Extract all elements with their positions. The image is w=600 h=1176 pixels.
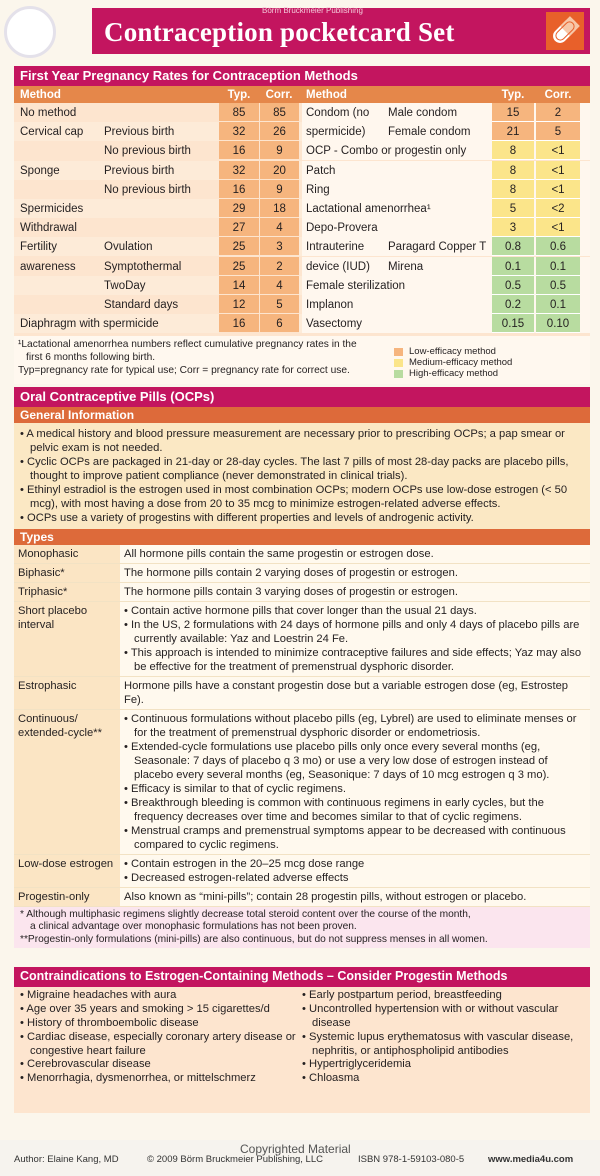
- ocp-section: [14, 387, 590, 948]
- typ-value: 0.5: [492, 276, 534, 295]
- corr-value: <2: [536, 199, 580, 218]
- footer-isbn: ISBN 978-1-59103-080-5: [358, 1154, 465, 1165]
- contraindications-body: [14, 987, 590, 1113]
- type-name: Triphasic*: [14, 583, 120, 601]
- type-name: Monophasic: [14, 545, 120, 563]
- contraindications-right-list: [302, 989, 584, 1111]
- method-name: Sponge: [20, 164, 60, 177]
- efficacy-legend: [394, 346, 512, 379]
- legend-label: Low-efficacy method: [409, 345, 496, 357]
- col-method-left: Method: [20, 89, 61, 101]
- legend-item: [394, 368, 512, 379]
- type-row: [14, 677, 590, 710]
- rate-row-right: [302, 314, 590, 333]
- type-row: [14, 583, 590, 602]
- rates-footnote-2: first 6 months following birth.: [26, 351, 156, 363]
- contraindications-title: Contraindications to Estrogen-Containing Methods – Consider Progestin Methods: [14, 967, 590, 987]
- contraindication-item: • Systemic lupus erythematosus with vascular disease, nephritis, or antiphospholipid antibodies: [302, 1031, 584, 1059]
- method-subtype: Male condom: [388, 107, 458, 119]
- rate-row-right: [302, 257, 590, 276]
- method-subtype: No previous birth: [104, 145, 191, 158]
- corr-value: 26: [259, 122, 299, 141]
- types-note-2: a clinical advantage over monophasic formulations has not been proven.: [30, 921, 357, 933]
- typ-value: 25: [219, 257, 259, 276]
- method-name: spermicide): [306, 126, 366, 139]
- types-notes: [14, 907, 590, 948]
- type-bullet: • Contain active hormone pills that cover longer than the usual 21 days.: [124, 604, 586, 618]
- method-name: Implanon: [306, 299, 354, 311]
- method-subtype: Previous birth: [104, 164, 175, 177]
- type-row: [14, 888, 590, 907]
- legend-swatch: [394, 359, 403, 367]
- col-typ-right: Typ.: [501, 89, 525, 101]
- type-description: [120, 602, 590, 676]
- type-bullet: • Breakthrough bleeding is common with continuous regimens in early cycles, but the frequency decreases over time and becomes similar to that of cyclic regimens.: [124, 796, 586, 824]
- typ-value: 85: [219, 103, 259, 122]
- general-info-title: General Information: [14, 407, 590, 423]
- method-subtype: Symptothermal: [104, 260, 182, 273]
- corr-value: 4: [259, 276, 299, 295]
- contraindication-item: • Menorrhagia, dysmenorrhea, or mittelschmerz: [20, 1072, 302, 1086]
- rate-row-right: [302, 295, 590, 314]
- type-row: [14, 855, 590, 888]
- contraindication-item: • Cerebrovascular disease: [20, 1058, 302, 1072]
- rate-row-right: [302, 161, 590, 180]
- typ-value: 32: [219, 161, 259, 180]
- type-name: Low-dose estrogen: [14, 855, 120, 887]
- corr-value: <1: [536, 161, 580, 180]
- footer-watermark: Copyrighted Material: [240, 1142, 351, 1156]
- type-row: [14, 602, 590, 677]
- type-bullets: [124, 712, 586, 852]
- typ-value: 29: [219, 199, 259, 218]
- type-description: [120, 545, 590, 563]
- legend-item: [394, 357, 512, 368]
- method-subtype: Previous birth: [104, 126, 175, 139]
- corr-value: 18: [259, 199, 299, 218]
- method-name: Patch: [306, 164, 336, 177]
- type-name: Estrophasic: [14, 677, 120, 709]
- method-name: Withdrawal: [20, 222, 77, 235]
- general-info-item: • Cyclic OCPs are packaged in 21-day or 28-day cycles. The last 7 pills of most 28-day packs are placebo pills, thought to improve patient compliance (never demonstrated in clinical trials).: [20, 455, 584, 483]
- corr-value: 85: [259, 103, 299, 122]
- rate-row-right: [302, 122, 590, 141]
- corr-value: 5: [259, 295, 299, 314]
- col-corr-right: Corr.: [544, 89, 572, 101]
- method-name: Diaphragm with spermicide: [20, 318, 159, 331]
- col-typ-left: Typ.: [227, 89, 251, 101]
- typ-value: 14: [219, 276, 259, 295]
- typ-value: 3: [492, 218, 534, 237]
- method-subtype: Paragard Copper T: [388, 241, 487, 254]
- types-note-3: **Progestin-only formulations (mini-pills) are also continuous, but do not suppress menses in all women.: [20, 933, 488, 945]
- footer-site: www.media4u.com: [488, 1154, 574, 1165]
- rate-row-right: [302, 199, 590, 218]
- method-name: Depo-Provera: [306, 222, 378, 235]
- corr-value: 20: [259, 161, 299, 180]
- contraindication-item: • Hypertriglyceridemia: [302, 1058, 584, 1072]
- type-text: The hormone pills contain 3 varying doses of progestin or estrogen.: [124, 586, 458, 598]
- footer: [0, 1140, 600, 1176]
- legend-label: Medium-efficacy method: [409, 356, 513, 368]
- rate-row-right: [302, 218, 590, 237]
- type-row: [14, 545, 590, 564]
- ocp-section-title: Oral Contraceptive Pills (OCPs): [14, 387, 590, 407]
- typ-value: 0.1: [492, 257, 534, 276]
- corr-value: <1: [536, 141, 580, 160]
- general-info-item: • OCPs use a variety of progestins with different properties and levels of androgenic activity.: [20, 511, 584, 525]
- corr-value: 9: [259, 180, 299, 199]
- type-description: [120, 888, 590, 906]
- typ-value: 0.8: [492, 237, 534, 256]
- typ-value: 0.2: [492, 295, 534, 314]
- corr-value: <1: [536, 218, 580, 237]
- type-text: Hormone pills have a constant progestin dose but a variable estrogen dose (eg, Estrostep Fe).: [124, 680, 569, 706]
- contraindications-left-list: [20, 989, 302, 1111]
- contraindication-item: • Age over 35 years and smoking > 15 cigarettes/d: [20, 1003, 302, 1017]
- rates-section-title: First Year Pregnancy Rates for Contraception Methods: [14, 66, 590, 86]
- type-name: Short placebo interval: [14, 602, 120, 676]
- corr-value: 6: [259, 314, 299, 333]
- method-name: awareness: [20, 260, 76, 273]
- faint-header: Börm Bruckmeier Publishing: [262, 6, 363, 15]
- type-description: [120, 710, 590, 854]
- typ-value: 16: [219, 180, 259, 199]
- typ-value: 0.15: [492, 314, 534, 333]
- type-description: [120, 564, 590, 582]
- corr-value: 2: [536, 103, 580, 122]
- rates-table-header: [14, 86, 590, 103]
- contraindication-item: • Chloasma: [302, 1072, 584, 1086]
- rate-row-right: [302, 103, 590, 122]
- type-bullet: • Menstrual cramps and premenstrual symptoms appear to be decreased with continuous compared to cyclic regimens.: [124, 824, 586, 852]
- contraindication-item: • Early postpartum period, breastfeeding: [302, 989, 584, 1003]
- method-name: Female sterilization: [306, 279, 406, 292]
- corr-value: 0.10: [536, 314, 580, 333]
- typ-value: 21: [492, 122, 534, 141]
- type-bullet: • Extended-cycle formulations use placebo pills only once every several months (eg, Seasonale: 7 days of placebo q 3 mo) or use a very low dose of estrogen instead of placebo every several months (eg, Seasonique: 7 days of 10 mcg estrogen q 3 mo).: [124, 740, 586, 782]
- typ-value: 8: [492, 161, 534, 180]
- type-row: [14, 564, 590, 583]
- type-bullet: • In the US, 2 formulations with 24 days of hormone pills and only 4 days of placebo pills are currently available: Yaz and Loestrin 24 Fe.: [124, 618, 586, 646]
- punch-hole: [4, 6, 56, 58]
- footer-copyright: © 2009 Börm Bruckmeier Publishing, LLC: [147, 1154, 323, 1165]
- method-name: Intrauterine: [306, 241, 365, 254]
- corr-value: 0.5: [536, 276, 580, 295]
- type-bullets: [124, 857, 586, 885]
- type-bullet: • This approach is intended to minimize contraceptive failures and side effects; Yaz may also be effective for the treatment of premenstrual dysphoric disorder.: [124, 646, 586, 674]
- method-name: Spermicides: [20, 203, 84, 215]
- method-subtype: No previous birth: [104, 183, 191, 196]
- rates-table-body: [14, 103, 590, 334]
- type-bullet: • Continuous formulations without placebo pills (eg, Lybrel) are used to eliminate menses or for the treatment of premenstrual dysphoric disorder or endometriosis.: [124, 712, 586, 740]
- method-name: No method: [20, 107, 77, 119]
- method-subtype: Ovulation: [104, 241, 153, 254]
- typ-value: 32: [219, 122, 259, 141]
- type-description: [120, 583, 590, 601]
- typ-value: 16: [219, 141, 259, 160]
- corr-value: 4: [259, 218, 299, 237]
- rates-abbrev-note: Typ=pregnancy rate for typical use; Corr = pregnancy rate for correct use.: [18, 364, 350, 376]
- type-text: The hormone pills contain 2 varying doses of progestin or estrogen.: [124, 567, 458, 579]
- contraindication-item: • Migraine headaches with aura: [20, 989, 302, 1003]
- title-bar: [92, 8, 590, 54]
- method-name: Lactational amenorrhea¹: [306, 203, 431, 215]
- typ-value: 5: [492, 199, 534, 218]
- legend-label: High-efficacy method: [409, 367, 499, 379]
- method-name: Ring: [306, 183, 330, 196]
- contraindication-item: • Cardiac disease, especially coronary artery disease or congestive heart failure: [20, 1031, 302, 1059]
- type-text: All hormone pills contain the same progestin or estrogen dose.: [124, 548, 434, 560]
- type-name: Biphasic*: [14, 564, 120, 582]
- method-subtype: Female condom: [388, 126, 471, 139]
- type-description: [120, 677, 590, 709]
- rate-row-right: [302, 237, 590, 256]
- types-title: Types: [14, 529, 590, 545]
- col-method-right: Method: [306, 89, 347, 101]
- footer-author: Author: Elaine Kang, MD: [14, 1154, 119, 1165]
- method-name: device (IUD): [306, 260, 370, 273]
- type-description: [120, 855, 590, 887]
- typ-value: 27: [219, 218, 259, 237]
- general-info-item: • Ethinyl estradiol is the estrogen used in most combination OCPs; modern OCPs use low-dose estrogen (< 50 mcg), with most having a dose from 20 to 35 mcg to minimize estrogen-related adverse effects.: [20, 483, 584, 511]
- typ-value: 8: [492, 180, 534, 199]
- rate-row-right: [302, 180, 590, 199]
- type-name: Continuous/ extended-cycle**: [14, 710, 120, 854]
- typ-value: 12: [219, 295, 259, 314]
- corr-value: 2: [259, 257, 299, 276]
- method-subtype: TwoDay: [104, 279, 146, 292]
- corr-value: <1: [536, 180, 580, 199]
- types-note-1: * Although multiphasic regimens slightly decrease total steroid content over the course of the month,: [20, 909, 471, 920]
- corr-value: 0.1: [536, 257, 580, 276]
- legend-item: [394, 346, 512, 357]
- method-name: Vasectomy: [306, 318, 363, 331]
- type-name: Progestin-only: [14, 888, 120, 906]
- type-text: Also known as “mini-pills”; contain 28 progestin pills, without estrogen or placebo.: [124, 891, 527, 903]
- typ-value: 15: [492, 103, 534, 122]
- contraindications-section: [14, 967, 590, 1113]
- general-info-list: [14, 423, 590, 529]
- method-name: OCP - Combo or progestin only: [306, 145, 467, 158]
- rate-row-right: [302, 276, 590, 295]
- corr-value: 3: [259, 237, 299, 256]
- type-row: [14, 710, 590, 855]
- contraindication-item: • History of thromboembolic disease: [20, 1017, 302, 1031]
- legend-swatch: [394, 370, 403, 378]
- contraindication-item: • Uncontrolled hypertension with or without vascular disease: [302, 1003, 584, 1031]
- type-bullets: [124, 604, 586, 674]
- corr-value: 9: [259, 141, 299, 160]
- pregnancy-rates-section: [14, 66, 590, 384]
- method-name: Cervical cap: [20, 126, 84, 139]
- method-subtype: Standard days: [104, 299, 179, 311]
- rate-row-right: [302, 141, 590, 160]
- type-bullet: • Efficacy is similar to that of cyclic regimens.: [124, 782, 586, 796]
- corr-value: 0.1: [536, 295, 580, 314]
- method-name: Fertility: [20, 241, 58, 254]
- pill-logo-icon: [546, 12, 584, 50]
- corr-value: 5: [536, 122, 580, 141]
- col-corr-left: Corr.: [265, 89, 293, 101]
- typ-value: 25: [219, 237, 259, 256]
- typ-value: 16: [219, 314, 259, 333]
- rates-footnote: ¹Lactational amenorrhea numbers reflect cumulative pregnancy rates in the: [18, 339, 357, 350]
- method-name: Condom (no: [306, 107, 370, 119]
- typ-value: 8: [492, 141, 534, 160]
- type-bullet: • Decreased estrogen-related adverse effects: [124, 871, 586, 885]
- ocp-types-table: [14, 545, 590, 907]
- type-bullet: • Contain estrogen in the 20–25 mcg dose range: [124, 857, 586, 871]
- corr-value: 0.6: [536, 237, 580, 256]
- legend-swatch: [394, 348, 403, 356]
- method-subtype: Mirena: [388, 260, 424, 273]
- general-info-item: • A medical history and blood pressure measurement are necessary prior to prescribing OCPs; a pap smear or pelvic exam is not needed.: [20, 427, 584, 455]
- page-title: Contraception pocketcard Set: [104, 17, 455, 47]
